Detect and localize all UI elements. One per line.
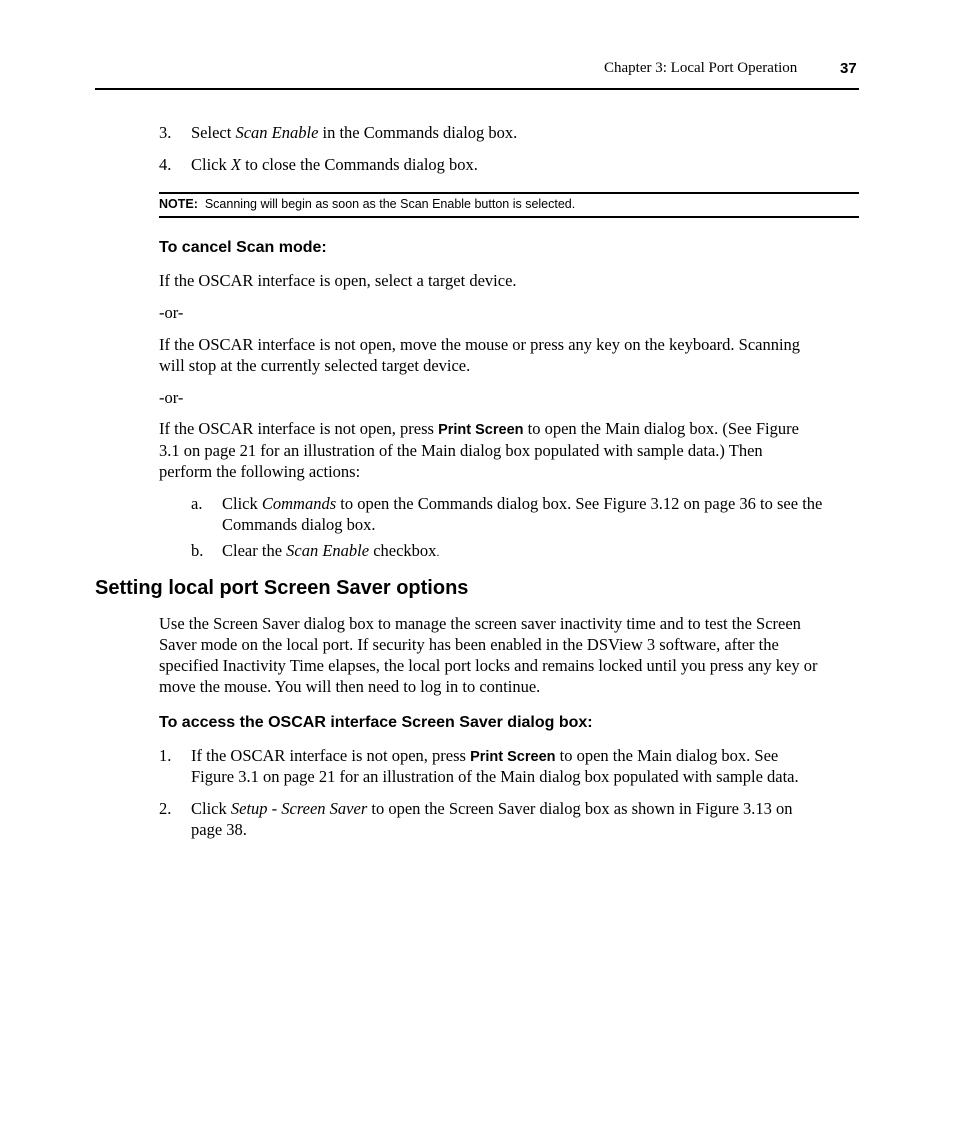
step-number: 3. [159, 123, 172, 142]
paragraph-line: will stop at the currently selected target device. [159, 356, 471, 375]
step-text: If the OSCAR interface is not open, press Print Screen to open the Main dialog box. See [191, 746, 779, 765]
note-text: Scanning will begin as soon as the Scan Enable button is selected. [204, 197, 576, 211]
paragraph: If the OSCAR interface is open, select a target device. [159, 271, 517, 290]
paragraph-line: Use the Screen Saver dialog box to manage the screen saver inactivity time and to test the Screen [159, 614, 801, 633]
paragraph-line: If the OSCAR interface is not open, move the mouse or press any key on the keyboard. Scanning [159, 335, 801, 354]
sub-step-mark: a. [191, 494, 203, 513]
note-top-rule [159, 192, 859, 194]
or-separator: -or- [159, 388, 184, 407]
sub-step-text: Commands dialog box. [222, 515, 376, 534]
page-number: 37 [840, 60, 857, 77]
step-text: Click Setup - Screen Saver to open the Screen Saver dialog box as shown in Figure 3.13 on [191, 799, 793, 818]
step-number: 2. [159, 799, 172, 818]
paragraph-line: perform the following actions: [159, 462, 361, 481]
paragraph-line: If the OSCAR interface is not open, press Print Screen to open the Main dialog box. (See Figure [159, 419, 799, 438]
key-print-screen: Print Screen [438, 422, 524, 438]
sub-step-text: Click Commands to open the Commands dialog box. See Figure 3.12 on page 36 to see the [222, 494, 823, 513]
step-text: Select Scan Enable in the Commands dialog box. [191, 123, 518, 142]
step-text: page 38. [191, 820, 247, 839]
paragraph-line: move the mouse. You will then need to log in to continue. [159, 677, 541, 696]
procedure-heading: To access the OSCAR interface Screen Saver dialog box: [159, 714, 593, 731]
step-text: Figure 3.1 on page 21 for an illustration of the Main dialog box populated with sample data. [191, 767, 799, 786]
procedure-heading: To cancel Scan mode: [159, 239, 327, 256]
key-print-screen: Print Screen [470, 749, 556, 765]
paragraph-line: Saver mode on the local port. If security has been enabled in the DSView 3 software, after the [159, 635, 779, 654]
or-separator: -or- [159, 303, 184, 322]
paragraph-line: specified Inactivity Time elapses, the local port locks and remains locked until you press any key or [159, 656, 818, 675]
step-number: 4. [159, 155, 172, 174]
section-heading: Setting local port Screen Saver options [95, 577, 469, 599]
header-rule [95, 88, 859, 90]
step-number: 1. [159, 746, 172, 765]
note-bottom-rule [159, 216, 859, 218]
note [159, 197, 575, 211]
sub-step-text: Clear the Scan Enable checkbox. [222, 541, 440, 560]
paragraph-line: 3.1 on page 21 for an illustration of the Main dialog box populated with sample data.) Then [159, 441, 763, 460]
sub-step-mark: b. [191, 541, 204, 560]
note-label: NOTE: [159, 197, 198, 211]
step-text: Click X to close the Commands dialog box. [191, 155, 478, 174]
running-header: Chapter 3: Local Port Operation [604, 60, 798, 76]
